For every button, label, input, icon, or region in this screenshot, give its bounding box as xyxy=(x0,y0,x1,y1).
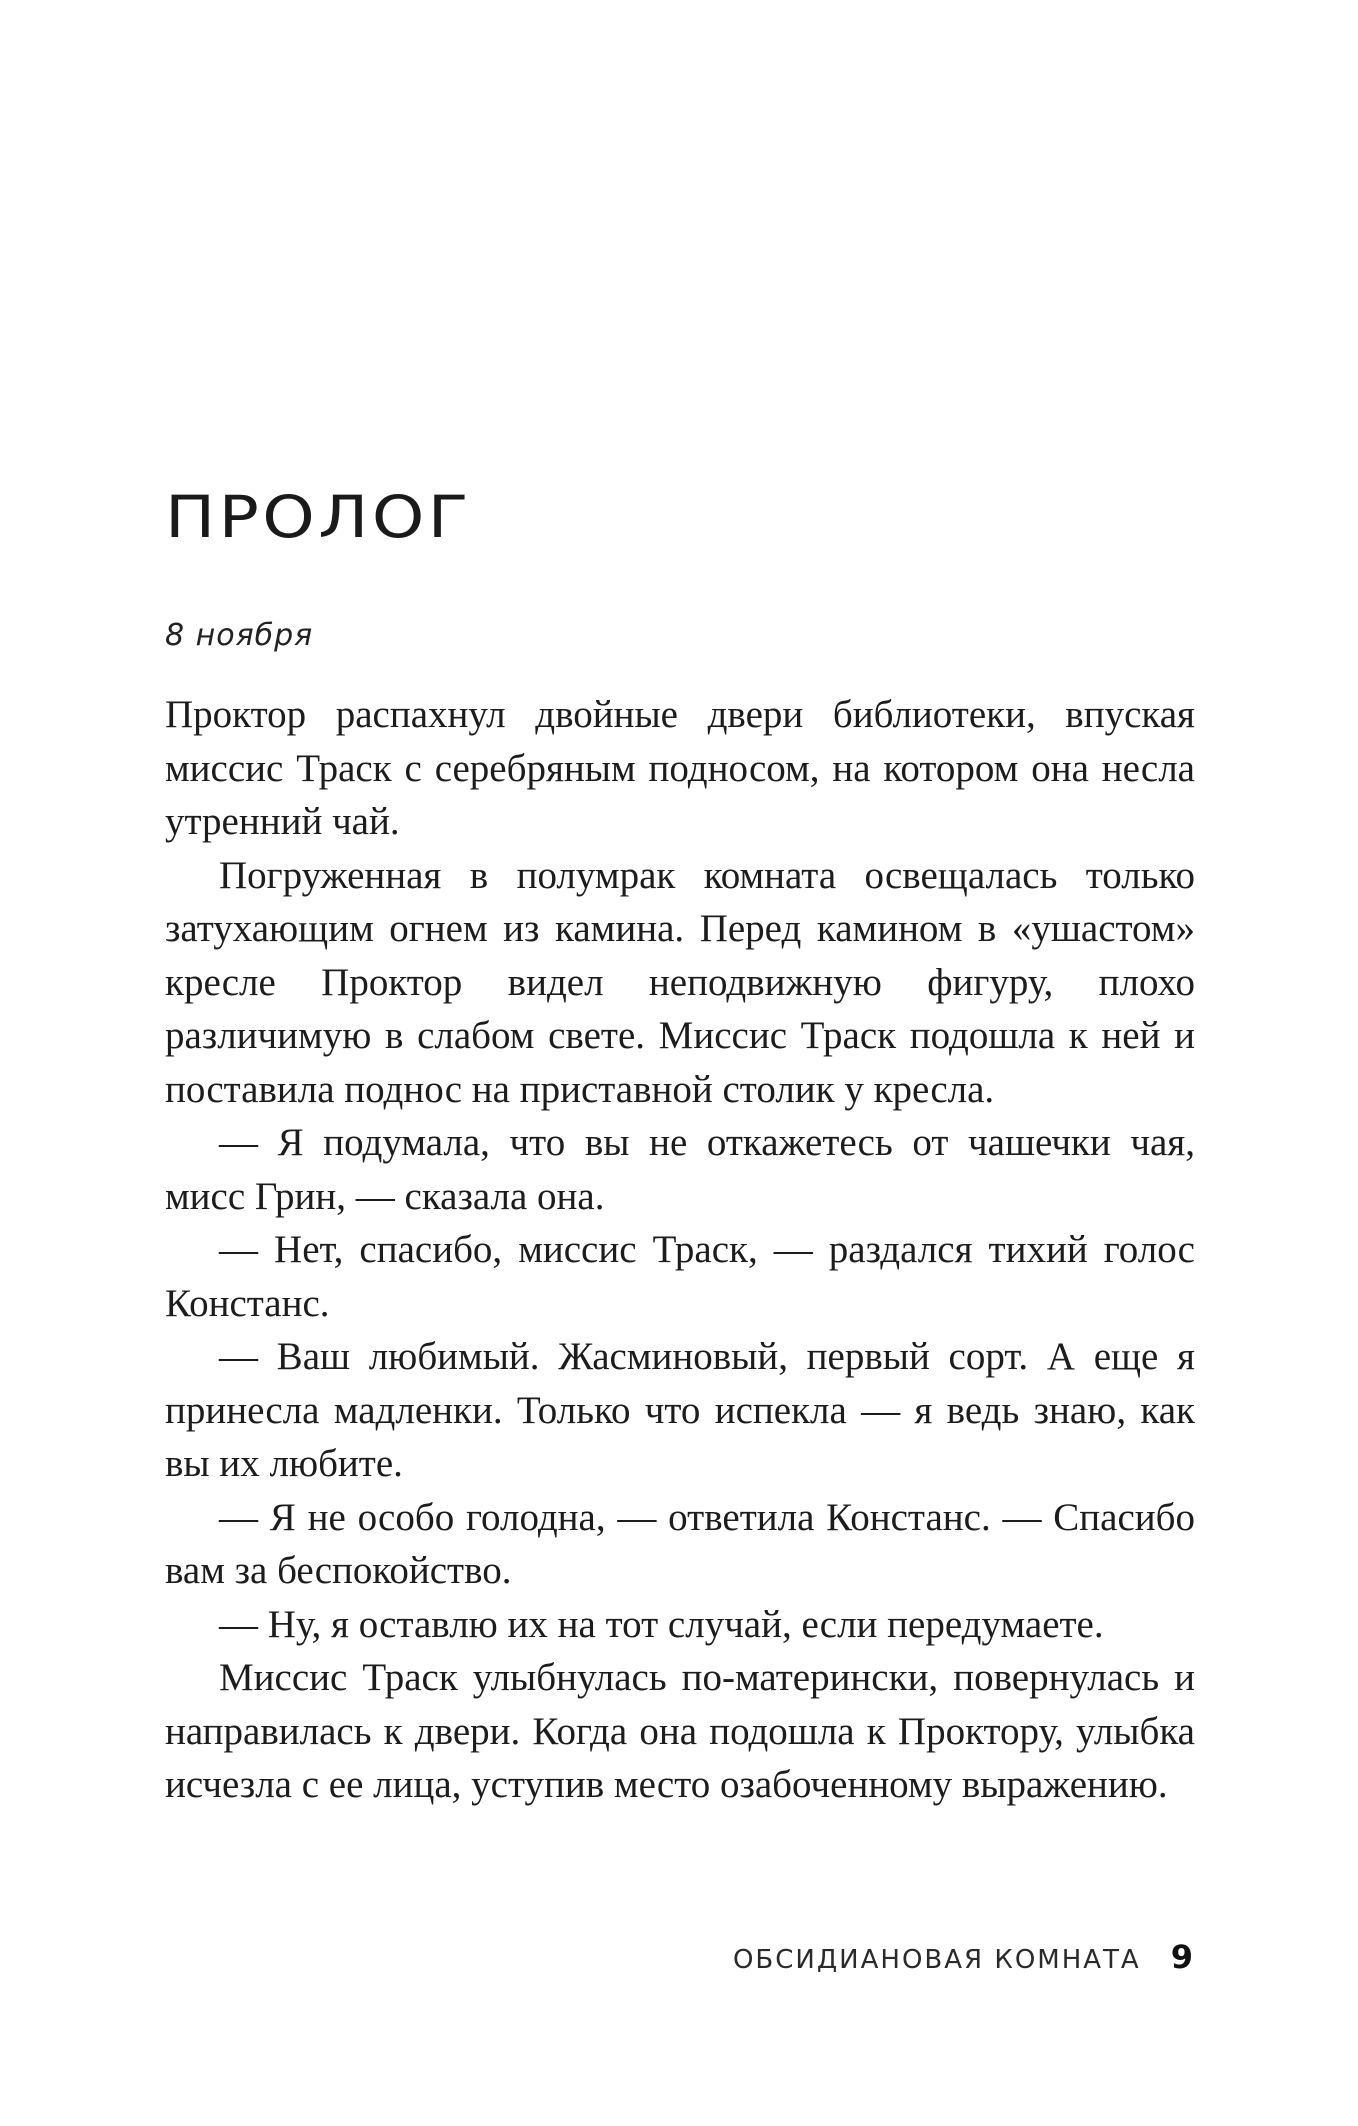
paragraph: Миссис Траск улыбнулась по-матерински, повернулась и направилась к двери. Когда она подошла к Проктору, улыбка исчезла с ее лица, уступив место озабоченному выражению. xyxy=(165,1656,1195,1806)
dialogue-paragraph: — Я не особо голодна, — ответила Констанс. — Спасибо вам за беспокойство. xyxy=(165,1495,1195,1592)
dialogue-paragraph: — Нет, спасибо, миссис Траск, — раздался тихий голос Констанс. xyxy=(165,1228,1195,1325)
chapter-title: ПРОЛОГ xyxy=(165,483,472,551)
paragraph: Погруженная в полумрак комната освещалась только затухающим огнем из камина. Перед камином в «ушастом» кресле Проктор видел неподвижную фигуру, плохо различимую в слабом свете. Миссис Траск подошла к ней и поставила поднос на приставной столик у кресла. xyxy=(165,853,1195,1111)
running-footer xyxy=(0,1938,1193,1976)
paragraph: Проктор распахнул двойные двери библиотеки, впуская миссис Траск с серебряным подносом, на котором она несла утренний чай. xyxy=(165,693,1195,843)
dialogue-paragraph: — Ну, я оставлю их на тот случай, если передумаете. xyxy=(219,1602,1104,1646)
body-text xyxy=(165,688,1195,1812)
running-footer-title: ОБСИДИАНОВАЯ КОМНАТА xyxy=(732,1945,1141,1975)
dialogue-paragraph: — Я подумала, что вы не откажетесь от чашечки чая, мисс Грин, — сказала она. xyxy=(165,1121,1195,1218)
page-number: 9 xyxy=(1170,1938,1193,1976)
dialogue-paragraph: — Ваш любимый. Жасминовый, первый сорт. А еще я принесла мадленки. Только что испекла — я ведь знаю, как вы их любите. xyxy=(165,1335,1195,1485)
chapter-date: 8 ноября xyxy=(165,618,314,653)
